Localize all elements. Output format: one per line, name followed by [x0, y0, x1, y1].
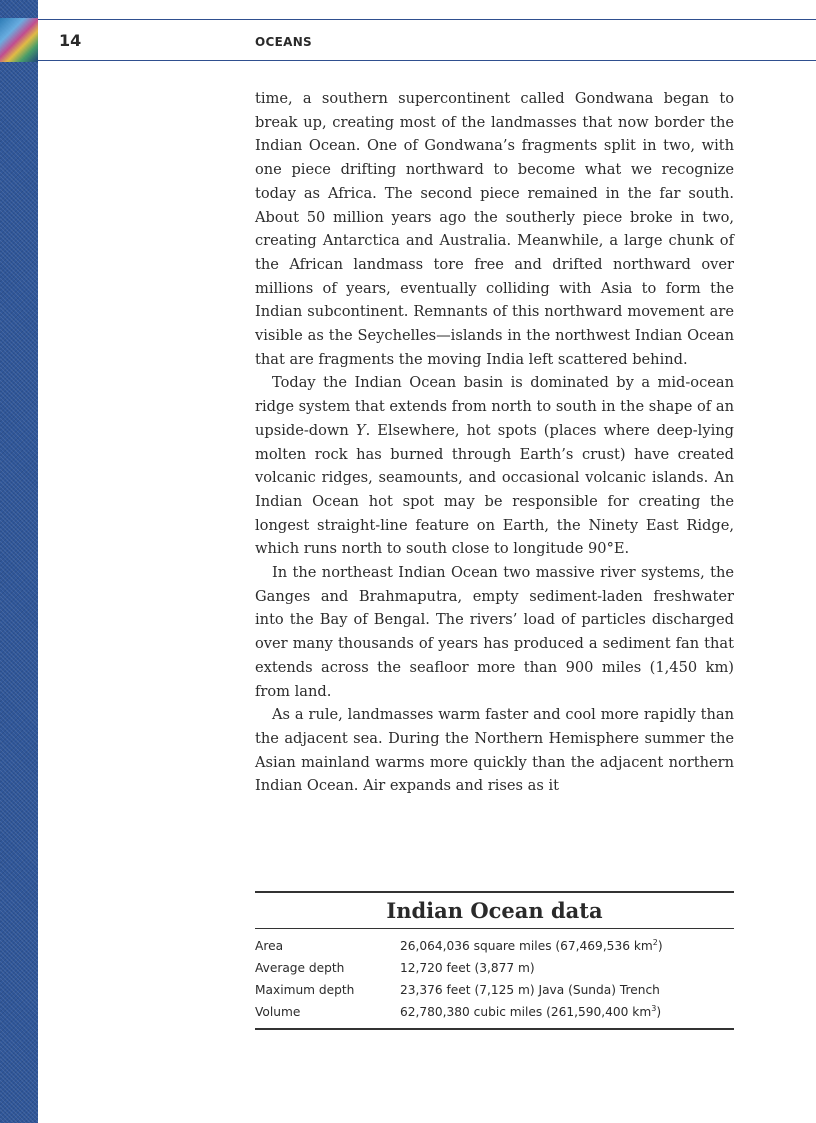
- paragraph-2: [255, 371, 734, 561]
- running-head: OCEANS: [255, 35, 312, 49]
- data-row-value: 23,376 feet (7,125 m) Java (Sunda) Trench: [400, 983, 660, 997]
- body-text: [255, 87, 734, 798]
- data-row-average-depth: [255, 957, 734, 979]
- data-row-value: 12,720 feet (3,877 m): [400, 961, 535, 975]
- data-box-rule-mid: [255, 928, 734, 929]
- header-rule-top: [38, 19, 816, 20]
- indian-ocean-data-box: [255, 891, 734, 1030]
- data-box-title: Indian Ocean data: [386, 898, 603, 923]
- paragraph-2-part-2: . Elsewhere, hot spots (places where deep-lying molten rock has burned through Earth’s crust) have created volcanic ridges, seamounts, and occasional volcanic islands. An Indian Ocean hot spot may be responsible for creating the longest straight-line feature on Earth, the Ninety East Ridge, which runs north to south close to longitude 90°E.: [255, 421, 734, 558]
- data-row-label: Area: [255, 939, 284, 953]
- data-row-area: [255, 935, 734, 957]
- data-row-value: 26,064,036 square miles (67,469,536 $km^2$): [400, 937, 663, 953]
- paragraph-3: In the northeast Indian Ocean two massive river systems, the Ganges and Brahmaputra, empty sediment-laden freshwater into the Bay of Bengal. The rivers’ load of particles discharged over many thousands of years has produced a sediment fan that extends across the seafloor more than 900 miles (1,450 km) from land.: [255, 564, 734, 700]
- data-row-label: Volume: [255, 1005, 301, 1019]
- header-rule-bottom: [38, 60, 816, 61]
- paragraph-1: time, a southern supercontinent called Gondwana began to break up, creating most of the landmasses that now border the Indian Ocean. One of Gondwana’s fragments split in two, with one piece drifting northward to become what we recognize today as Africa. The second piece remained in the far south. About 50 million years ago the southerly piece broke in two, creating Antarctica and Australia. Meanwhile, a large chunk of the African landmass tore free and drifted northward over millions of years, eventually colliding with Asia to form the Indian subcontinent. Remnants of this northward movement are visible as the Seychelles—islands in the northwest Indian Ocean that are fragments the moving India left scattered behind.: [255, 90, 734, 368]
- data-box-rule-bottom: [255, 1028, 734, 1030]
- data-row-label: Average depth: [255, 961, 345, 975]
- data-row-label: Maximum depth: [255, 983, 355, 997]
- paragraph-2-emphasis: Y: [355, 421, 366, 439]
- data-row-volume: [255, 1001, 734, 1023]
- paragraph-4: As a rule, landmasses warm faster and cool more rapidly than the adjacent sea. During the Northern Hemisphere summer the Asian mainland warms more quickly than the adjacent northern Indian Ocean. Air expands and rises as it: [255, 706, 734, 795]
- paragraph-2-part-1: Today the Indian Ocean basin is dominated by a mid-ocean ridge system that extends from north to south in the shape of an upside-down: [255, 374, 734, 439]
- data-row-maximum-depth: [255, 979, 734, 1001]
- page-number: 14: [59, 31, 82, 50]
- data-row-value: 62,780,380 cubic miles (261,590,400 $km^3$): [400, 1003, 662, 1019]
- side-color-strip: [0, 0, 38, 1123]
- header-thumbnail-art: [0, 18, 38, 62]
